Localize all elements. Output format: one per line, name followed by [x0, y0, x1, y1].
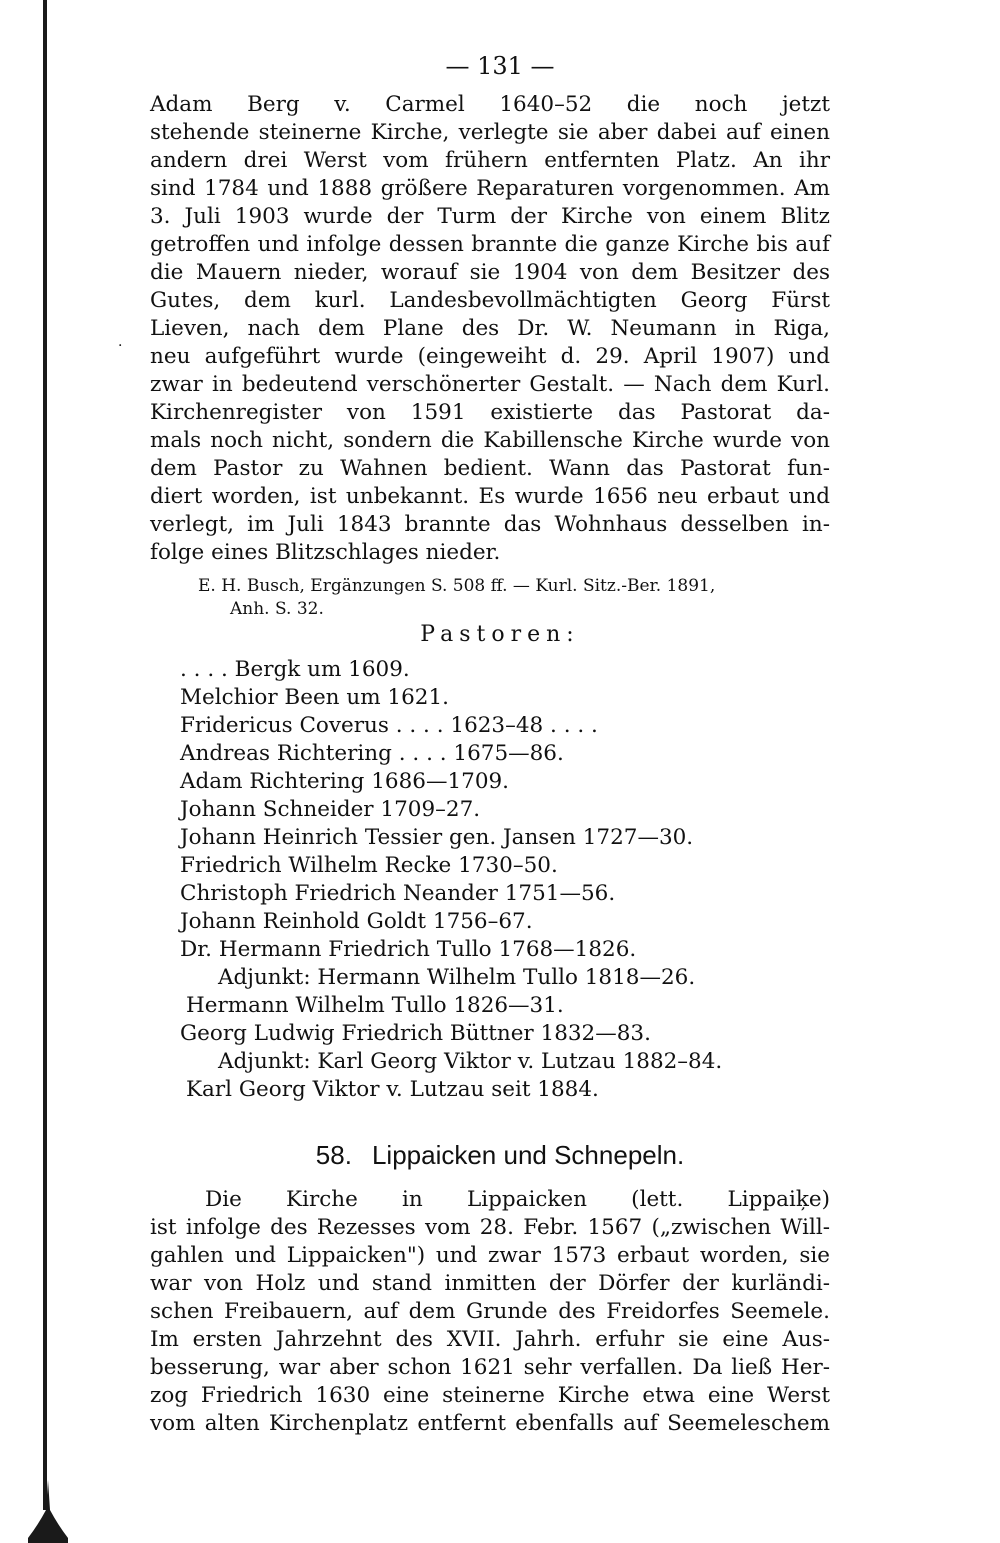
text-line: zwar in bedeutend verschönerter Gestalt. — Nach dem Kurl.	[150, 372, 830, 397]
text-line: Im ersten Jahrzehnt des XVII. Jahrh. erfuhr sie eine Aus-	[150, 1327, 830, 1352]
text-line: dem Pastor zu Wahnen bedient. Wann das Pastorat fun-	[150, 456, 830, 481]
text-line: gahlen und Lippaicken") und zwar 1573 erbaut worden, sie	[150, 1243, 830, 1268]
text-line: getroffen und infolge dessen brannte die ganze Kirche bis auf	[150, 232, 830, 257]
text-line: folge eines Blitzschlages nieder.	[150, 540, 501, 565]
text-line: Gutes, dem kurl. Landesbevollmächtigten Georg Fürst	[150, 288, 830, 313]
list-item: Adjunkt: Hermann Wilhelm Tullo 1818—26.	[218, 965, 696, 990]
text-line: sind 1784 und 1888 größere Reparaturen vorgenommen. Am	[150, 176, 830, 201]
list-item: Fridericus Coverus . . . . 1623–48 . . . .	[180, 713, 598, 738]
text-line: andern drei Werst vom frühern entfernten Platz. An ihr	[150, 148, 830, 173]
text-line: Kirchenregister von 1591 existierte das Pastorat da-	[150, 400, 830, 425]
reference-line: Anh. S. 32.	[230, 599, 324, 619]
text-line: stehende steinerne Kirche, verlegte sie aber dabei auf einen	[150, 120, 830, 145]
text-line: diert worden, ist unbekannt. Es wurde 1656 neu erbaut und	[150, 484, 830, 509]
text-line: vom alten Kirchenplatz entfernt ebenfalls auf Seemeleschem	[150, 1411, 830, 1436]
list-item: Adjunkt: Karl Georg Viktor v. Lutzau 1882–84.	[218, 1049, 723, 1074]
list-item: Andreas Richtering . . . . 1675—86.	[180, 741, 564, 766]
list-item: Georg Ludwig Friedrich Büttner 1832—83.	[180, 1021, 651, 1046]
reference-line: E. H. Busch, Ergänzungen S. 508 ff. — Kurl. Sitz.-Ber. 1891,	[198, 576, 716, 596]
list-item: Johann Reinhold Goldt 1756–67.	[180, 909, 533, 934]
section-number: 58.	[315, 1140, 352, 1170]
list-item: Johann Schneider 1709–27.	[180, 797, 481, 822]
page-number: — 131 —	[445, 52, 555, 80]
section-heading	[0, 1140, 1000, 1171]
list-item: Karl Georg Viktor v. Lutzau seit 1884.	[186, 1077, 599, 1102]
list-item: Melchior Been um 1621.	[180, 685, 449, 710]
text-line: zog Friedrich 1630 eine steinerne Kirche etwa eine Werst	[150, 1383, 830, 1408]
list-item: Johann Heinrich Tessier gen. Jansen 1727—30.	[180, 825, 694, 850]
text-line: Lieven, nach dem Plane des Dr. W. Neumann in Riga,	[150, 316, 830, 341]
text-line: neu aufgeführt wurde (eingeweiht d. 29. April 1907) und	[150, 344, 830, 369]
list-item: . . . . Bergk um 1609.	[180, 657, 410, 682]
text-line: verlegt, im Juli 1843 brannte das Wohnhaus desselben in-	[150, 512, 830, 537]
text-line: schen Freibauern, auf dem Grunde des Freidorfes Seemele.	[150, 1299, 830, 1324]
text-line: mals noch nicht, sondern die Kabillensche Kirche wurde von	[150, 428, 830, 453]
list-item: Dr. Hermann Friedrich Tullo 1768—1826.	[180, 937, 637, 962]
page-binding-edge	[43, 0, 47, 1510]
margin-mark: ·	[118, 338, 123, 354]
text-line: die Mauern nieder, worauf sie 1904 von dem Besitzer des	[150, 260, 830, 285]
text-line: Adam Berg v. Carmel 1640–52 die noch jetzt	[150, 92, 830, 117]
list-item: Christoph Friedrich Neander 1751—56.	[180, 881, 616, 906]
list-item: Friedrich Wilhelm Recke 1730–50.	[180, 853, 558, 878]
section-title: Lippaicken und Schnepeln.	[371, 1140, 685, 1170]
binding-ornament	[28, 1480, 68, 1543]
text-line: Die Kirche in Lippaicken (lett. Lippaiķe)	[205, 1187, 830, 1212]
text-line: war von Holz und stand inmitten der Dörfer der kurländi-	[150, 1271, 830, 1296]
list-item: Adam Richtering 1686—1709.	[180, 769, 510, 794]
list-item: Hermann Wilhelm Tullo 1826—31.	[186, 993, 564, 1018]
text-line: 3. Juli 1903 wurde der Turm der Kirche von einem Blitz	[150, 204, 830, 229]
text-line: ist infolge des Rezesses vom 28. Febr. 1567 („zwischen Will-	[150, 1215, 830, 1240]
pastors-heading: Pastoren:	[420, 622, 580, 647]
text-line: besserung, war aber schon 1621 sehr verfallen. Da ließ Her-	[150, 1355, 830, 1380]
